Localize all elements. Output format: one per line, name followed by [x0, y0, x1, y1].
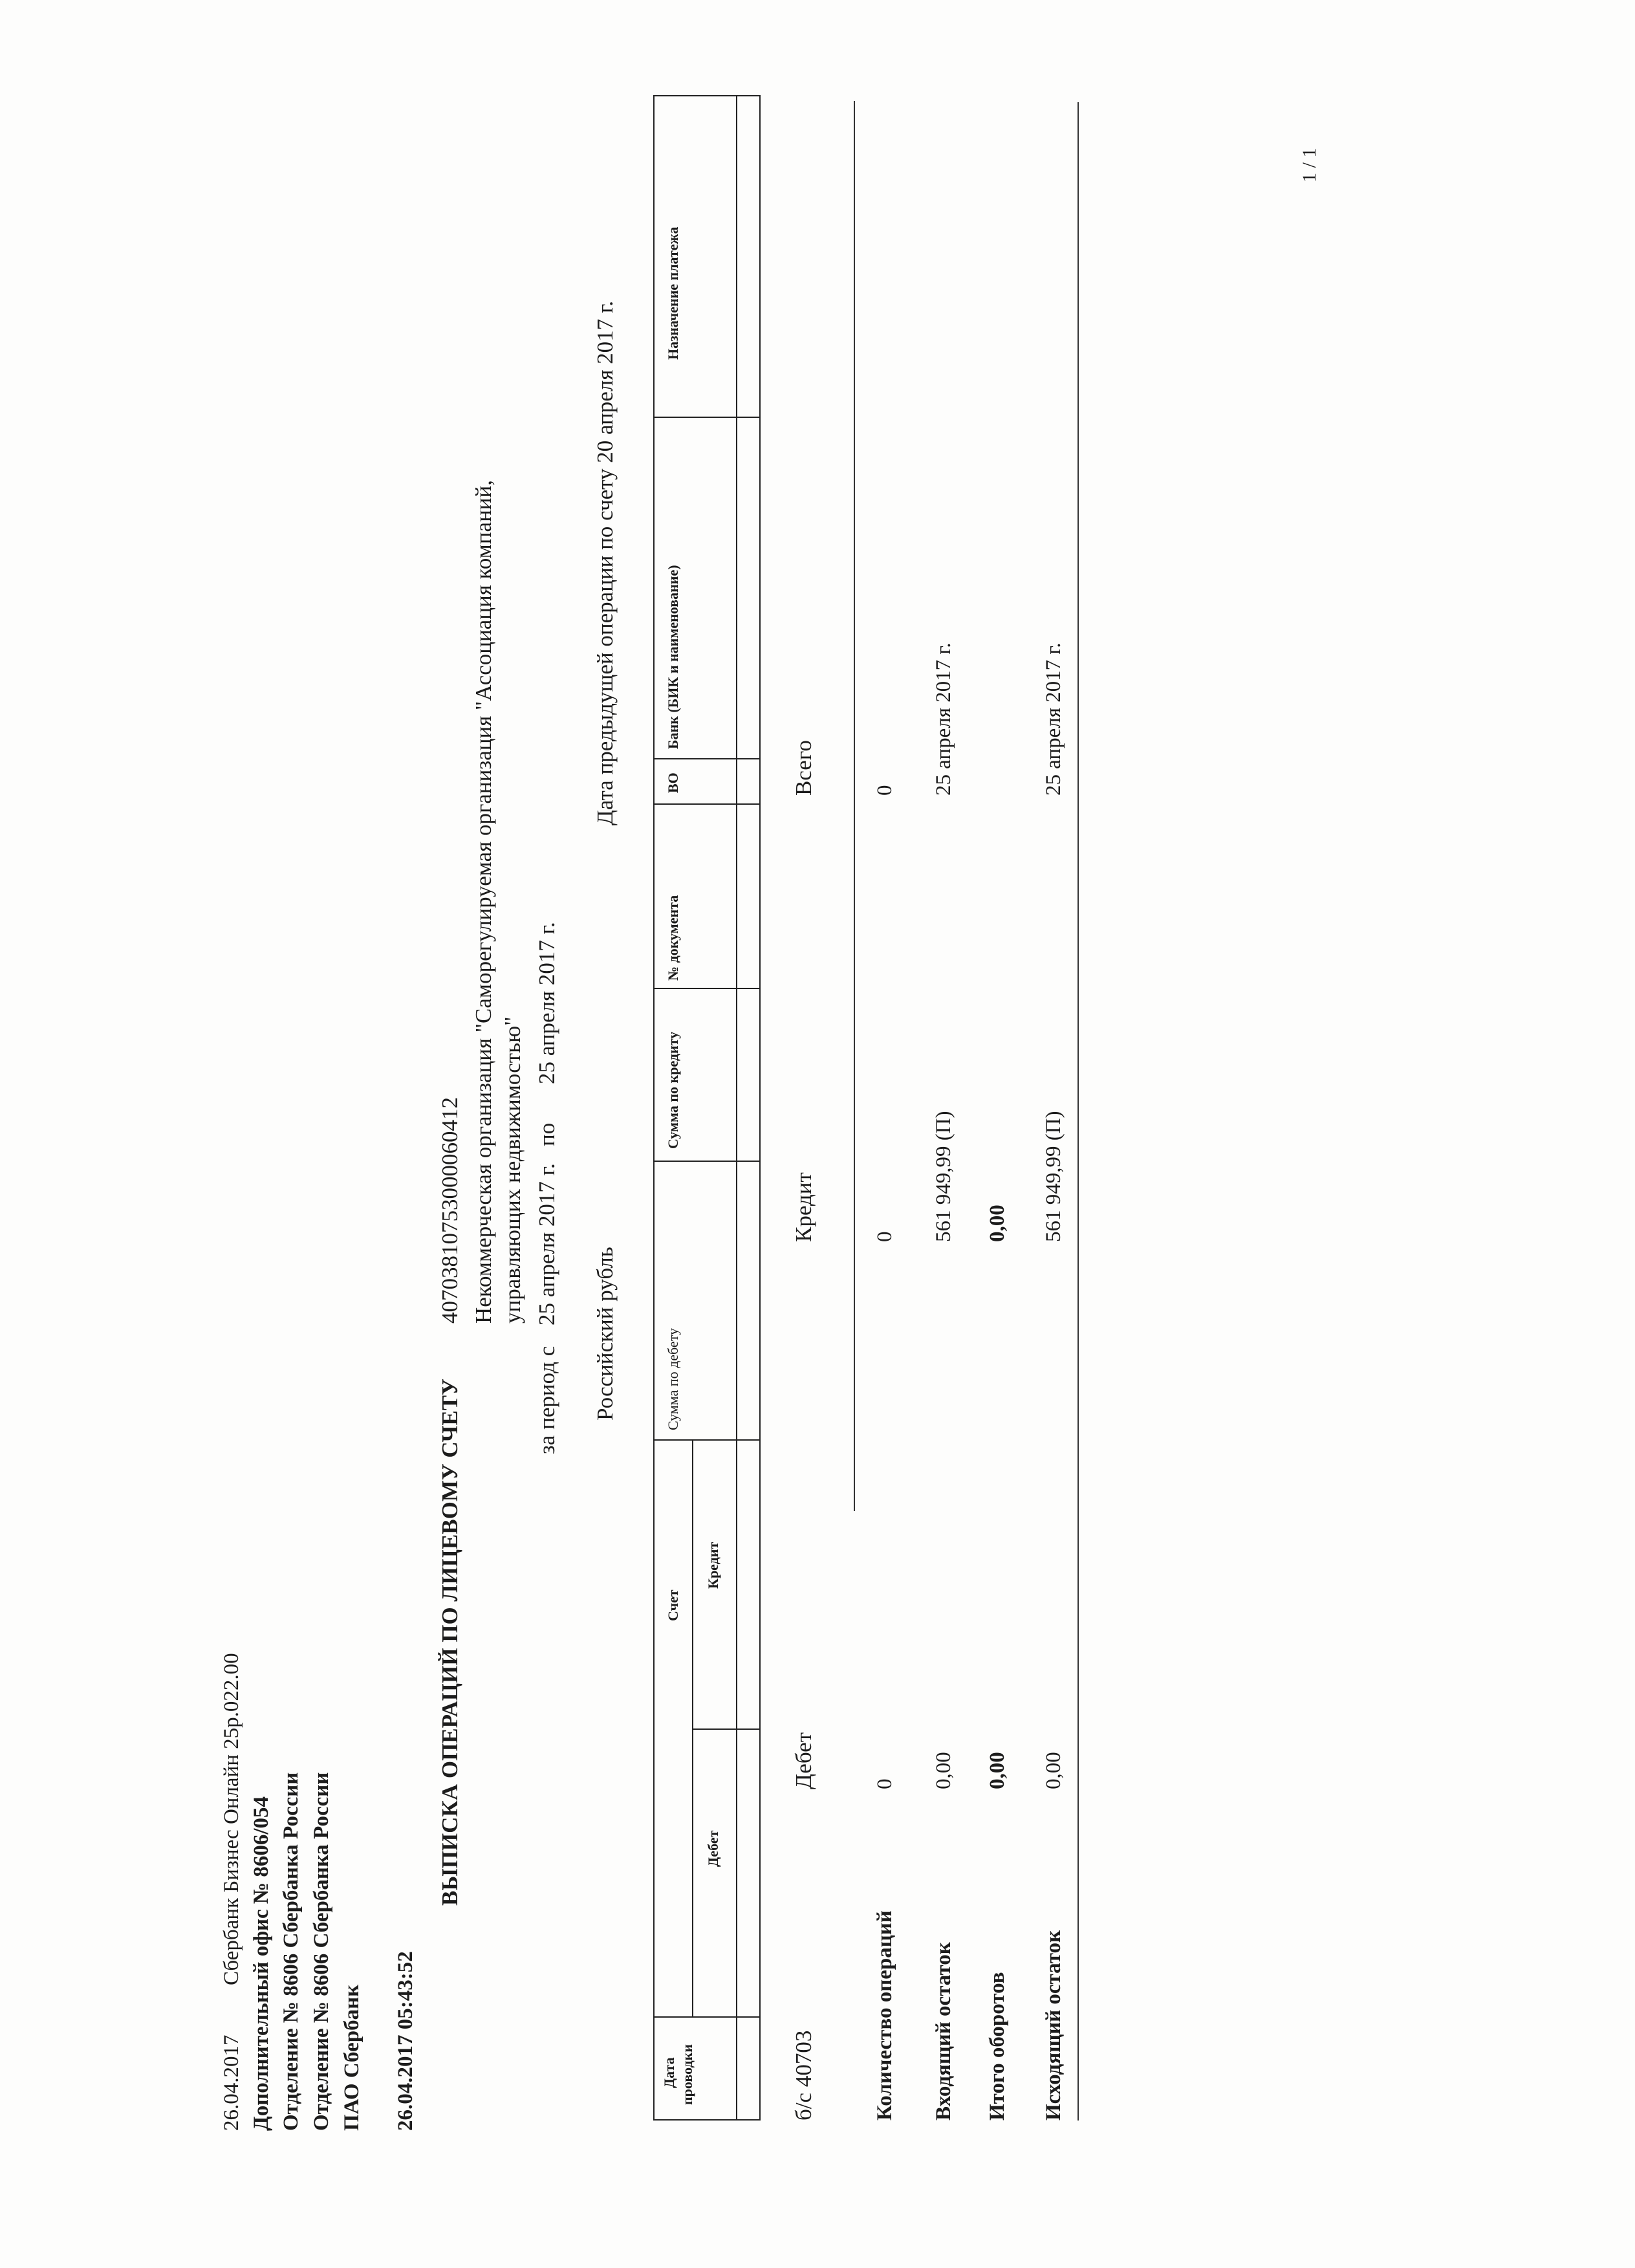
summary-rule-bottom [1077, 102, 1079, 2121]
organization-line-1: Некоммерческая организация "Саморегулируемая организация "Ассоциация компаний, [471, 479, 496, 1324]
count-credit: 0 [873, 1231, 896, 1242]
system-name: Сбербанк Бизнес Онлайн 25р.022.00 [220, 1653, 243, 1985]
closing-date: 25 апреля 2017 г. [1042, 642, 1065, 796]
page-number: 1 / 1 [1299, 147, 1320, 182]
print-date: 26.04.2017 [220, 2034, 243, 2131]
summary-label-turnover: Итого оборотов [986, 1972, 1009, 2121]
period-prefix: за период с [534, 1346, 559, 1454]
header-date: Дата [661, 2057, 677, 2088]
header-doc-number: № документа [665, 895, 681, 981]
header-bank: Банк (БИК и наименование) [665, 565, 681, 749]
summary-col-credit: Кредит [791, 1172, 816, 1242]
summary-rule-top [854, 101, 855, 1511]
period-to: 25 апреля 2017 г. [534, 922, 559, 1084]
header-posting: проводки [679, 2044, 695, 2105]
closing-credit: 561 949,99 (П) [1042, 1111, 1065, 1242]
previous-operation-date: Дата предыдущей операции по счету 20 апреля 2017 г. [592, 301, 618, 825]
opening-credit: 561 949,99 (П) [932, 1111, 955, 1242]
header-purpose: Назначение платежа [665, 226, 681, 360]
closing-debit: 0,00 [1042, 1752, 1065, 1789]
statement-timestamp: 26.04.2017 05:43:52 [394, 1951, 417, 2131]
period-to-word: по [534, 1122, 559, 1146]
opening-date: 25 апреля 2017 г. [932, 642, 955, 796]
operations-table [653, 95, 761, 2121]
summary-col-debit: Дебет [791, 1732, 816, 1789]
count-total: 0 [873, 785, 896, 796]
header-account-credit: Кредит [705, 1542, 721, 1589]
branch-name-1: Отделение № 8606 Сбербанка России [279, 1772, 303, 2131]
office-name: Дополнительный офис № 8606/054 [250, 1796, 273, 2131]
summary-label-closing: Исходящий остаток [1042, 1930, 1065, 2121]
header-sum-credit: Сумма по кредиту [665, 1031, 681, 1149]
turnover-credit: 0,00 [986, 1205, 1009, 1242]
account-number: 40703810753000060412 [437, 1097, 462, 1324]
header-sum-debit: Сумма по дебету [665, 1327, 681, 1430]
count-debit: 0 [873, 1778, 896, 1789]
opening-debit: 0,00 [932, 1752, 955, 1789]
summary-label-count: Количество операций [873, 1910, 896, 2121]
statement-title: ВЫПИСКА ОПЕРАЦИЙ ПО ЛИЦЕВОМУ СЧЕТУ [437, 1379, 462, 1906]
header-account-debit: Дебет [705, 1830, 721, 1867]
header-vo: ВО [665, 772, 681, 793]
summary-col-total: Всего [791, 740, 816, 796]
summary-label-opening: Входящий остаток [932, 1942, 955, 2121]
bank-name: ПАО Сбербанк [340, 1984, 363, 2131]
currency: Российский рубль [592, 1247, 618, 1421]
header-account: Счет [665, 1589, 681, 1621]
branch-name-2: Отделение № 8606 Сбербанка России [310, 1772, 333, 2131]
organization-line-2: управляющих недвижимостью" [500, 1016, 525, 1324]
header-line-1 [221, 1653, 243, 2131]
period-from: 25 апреля 2017 г. [534, 1163, 559, 1325]
summary-account-label: б/с 40703 [791, 2030, 816, 2121]
turnover-debit: 0,00 [986, 1752, 1009, 1789]
